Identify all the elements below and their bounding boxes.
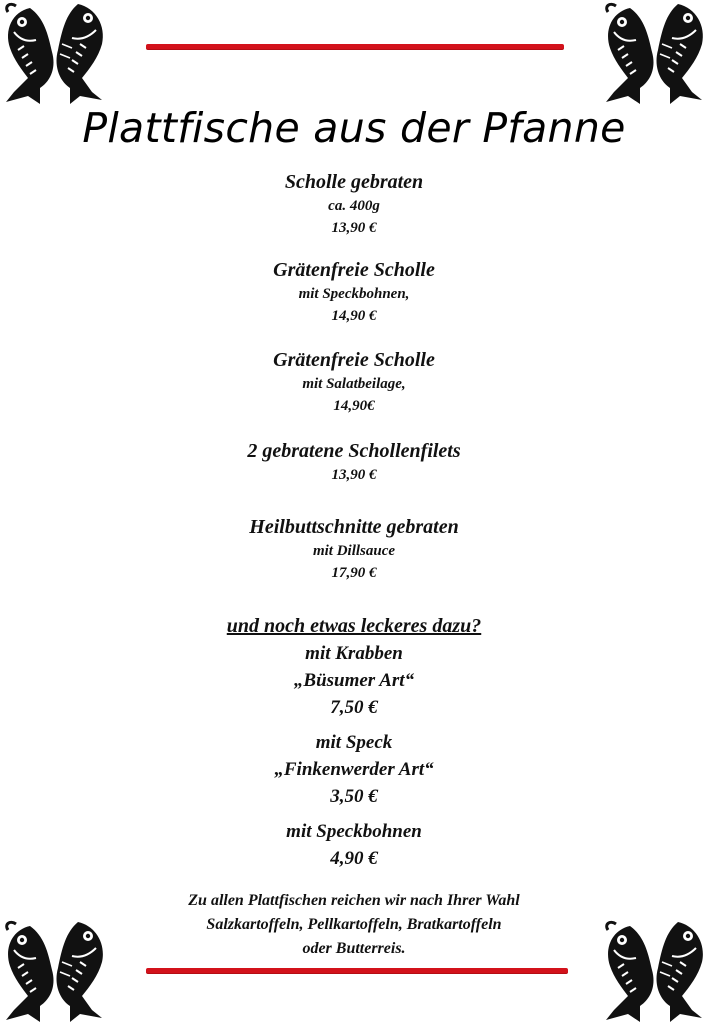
menu-item [0,348,708,439]
dish-name: Grätenfreie Scholle [273,349,435,371]
extra-item [0,729,708,810]
dish-price: 14,90 € [331,308,377,324]
extra-price: 3,50 € [330,786,378,807]
dish-price: 17,90 € [331,565,377,581]
dish-description: mit Dillsauce [312,543,396,559]
page-title: Plattfische aus der Pfanne [82,104,626,152]
side-dishes-note [0,889,708,961]
dish-name: Heilbuttschnitte gebraten [249,516,459,538]
extra-item [0,818,708,872]
extra-style: „Büsumer Art“ [293,670,415,691]
dish-price: 13,90 € [331,467,377,483]
extras-section [0,613,708,872]
dish-name: Scholle gebraten [284,171,424,193]
footer-line: Zu allen Plattfischen reichen wir nach Ihrer Wahl [188,892,520,909]
footer-line: Salzkartoffeln, Pellkartoffeln, Bratkartoffeln [206,916,502,933]
menu-item [0,439,708,515]
menu-item [0,515,708,585]
dish-name: 2 gebratene Schollenfilets [247,440,461,462]
extra-name: mit Krabben [305,643,403,664]
extras-heading: und noch etwas leckeres dazu? [226,615,482,637]
extra-price: 4,90 € [330,848,378,869]
extra-price: 7,50 € [330,697,378,718]
dish-name: Grätenfreie Scholle [273,259,435,281]
extra-name: mit Speckbohnen [286,821,422,842]
dish-price: 13,90 € [331,220,377,236]
dish-description: mit Salatbeilage, [302,376,406,392]
menu-list [0,170,708,585]
fish-pair-icon [0,0,108,104]
dish-description: mit Speckbohnen, [298,286,410,302]
footer-line: oder Butterreis. [302,940,406,957]
dish-description: ca. 400g [328,198,380,214]
menu-item [0,170,708,258]
fish-pair-icon [600,0,708,104]
extra-style: „Finkenwerder Art“ [274,759,434,780]
menu-item [0,258,708,348]
extra-item [0,640,708,721]
dish-price: 14,90€ [333,398,375,414]
extra-name: mit Speck [315,732,393,753]
bottom-divider [146,968,568,973]
top-divider [146,44,564,49]
